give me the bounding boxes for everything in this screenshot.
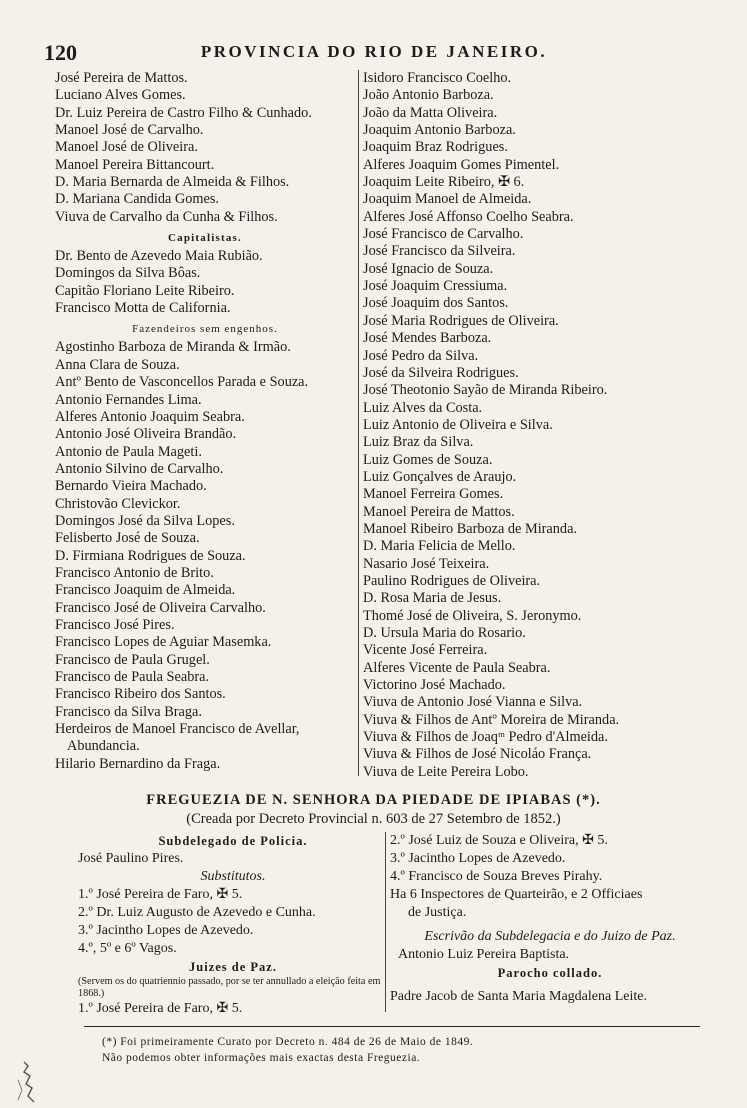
- footnote-line: (*) Foi primeiramente Curato por Decreto n. 484 de 26 de Maio de 1849.: [102, 1036, 474, 1048]
- name-entry: D. Maria Bernarda de Almeida & Filhos.: [55, 174, 290, 191]
- running-title: PROVINCIA DO RIO DE JANEIRO.: [200, 42, 548, 61]
- name-entry: Domingos José da Silva Lopes.: [55, 512, 235, 529]
- name-entry: Joaquim Leite Ribeiro, ✠ 6.: [363, 174, 525, 191]
- juizes-heading: Juizes de Paz.: [189, 960, 277, 974]
- footnote-rule: [84, 1026, 700, 1027]
- name-entry: Luiz Braz da Silva.: [363, 434, 474, 451]
- name-entry: Alferes Vicente de Paula Seabra.: [363, 659, 551, 676]
- name-entry: José Theotonio Sayão de Miranda Ribeiro.: [363, 382, 608, 399]
- escrivao-name: Antonio Luiz Pereira Baptista.: [398, 947, 570, 962]
- name-entry: Francisco Ribeiro dos Santos.: [55, 686, 226, 703]
- name-entry: Viuva de Leite Pereira Lobo.: [363, 763, 529, 780]
- substituto-item: 1.º José Pereira de Faro, ✠ 5.: [78, 887, 243, 902]
- name-entry: Francisco Joaquim de Almeida.: [55, 582, 236, 599]
- name-entry: José Joaquim dos Santos.: [363, 295, 509, 312]
- juizes-note: (Servem os do quatriennio passado, por se ter annullado a eleição feita em 1868.): [78, 976, 381, 999]
- name-entry: Francisco da Silva Braga.: [55, 703, 202, 720]
- page-header: [44, 40, 704, 68]
- name-entry: Francisco Antonio de Brito.: [55, 564, 214, 581]
- name-entry: Viuva de Carvalho da Cunha & Filhos.: [55, 208, 278, 225]
- name-entry: Francisco Motta de California.: [55, 300, 231, 317]
- name-entry: José Maria Rodrigues de Oliveira.: [363, 312, 559, 329]
- name-entry: Antonio de Paula Mageti.: [55, 443, 202, 460]
- inspectores-line: Ha 6 Inspectores de Quarteirão, e 2 Officiaes: [390, 887, 643, 902]
- substituto-item: 3.º Jacintho Lopes de Azevedo.: [78, 923, 254, 938]
- name-entry: Antº Bento de Vasconcellos Parada e Souza.: [55, 374, 309, 391]
- name-entry: Nasario José Teixeira.: [363, 555, 490, 572]
- name-entry: Francisco José de Oliveira Carvalho.: [55, 599, 266, 616]
- name-entry: Alferes Joaquim Gomes Pimentel.: [363, 156, 560, 173]
- name-entry: Hilario Bernardino da Fraga.: [55, 755, 221, 772]
- name-entry: Isidoro Francisco Coelho.: [363, 70, 512, 86]
- name-entry: José Pedro da Silva.: [363, 347, 479, 364]
- inspectores-line-2: de Justiça.: [408, 905, 467, 920]
- section-title: FREGUEZIA DE N. SENHORA DA PIEDADE DE IPIABAS (*).: [146, 792, 601, 808]
- name-entry: Manoel Ribeiro Barboza de Miranda.: [363, 520, 577, 537]
- name-entry: Francisco José Pires.: [55, 616, 175, 633]
- name-entry: Paulino Rodrigues de Oliveira.: [363, 572, 541, 589]
- name-entry: Joaquim Antonio Barboza.: [363, 122, 516, 139]
- name-entry: Manoel José de Oliveira.: [55, 139, 198, 156]
- name-entry: Viuva & Filhos de Antº Moreira de Miranda.: [363, 711, 620, 728]
- name-entry: Antonio José Oliveira Brandão.: [55, 426, 237, 443]
- category-heading: Fazendeiros sem engenhos.: [132, 323, 278, 336]
- name-entry: João da Matta Oliveira.: [363, 104, 498, 121]
- name-entry: Bernardo Vieira Machado.: [55, 478, 207, 495]
- name-entry: Abundancia.: [67, 738, 140, 755]
- name-entry: José Mendes Barboza.: [363, 330, 492, 347]
- footnote: [102, 1034, 702, 1066]
- name-entry: Domingos da Silva Bôas.: [55, 265, 201, 282]
- name-entry: José da Silveira Rodrigues.: [363, 364, 519, 381]
- page-number: 120: [44, 40, 77, 65]
- name-entry: Luiz Antonio de Oliveira e Silva.: [363, 416, 553, 433]
- name-entry: José Pereira de Mattos.: [55, 70, 188, 86]
- name-entry: Dr. Bento de Azevedo Maia Rubião.: [55, 248, 263, 265]
- name-entry: Luiz Alves da Costa.: [363, 399, 483, 416]
- name-entry: Agostinho Barboza de Miranda & Irmão.: [55, 339, 291, 356]
- name-entry: Francisco de Paula Seabra.: [55, 669, 210, 685]
- left-column: [55, 70, 355, 773]
- name-entry: Alferes Antonio Joaquim Seabra.: [55, 408, 245, 425]
- column-divider-lower: [385, 832, 386, 1012]
- name-entry: Felisberto José de Souza.: [55, 530, 200, 547]
- parocho-name: Padre Jacob de Santa Maria Magdalena Leite.: [390, 989, 647, 1004]
- library-stamp-mark: [10, 1060, 50, 1105]
- name-entry: Herdeiros de Manoel Francisco de Avellar,: [55, 721, 300, 738]
- name-entry: Joaquim Manoel de Almeida.: [363, 191, 532, 208]
- name-entry: Manoel José de Carvalho.: [55, 122, 204, 139]
- name-entry: Viuva & Filhos de Joaqᵐ Pedro d'Almeida.: [363, 729, 608, 746]
- lower-left-block: [78, 832, 388, 1018]
- lower-right-block: [390, 832, 710, 1006]
- name-entry: D. Maria Felicia de Mello.: [363, 538, 516, 555]
- name-entry: Vicente José Ferreira.: [363, 642, 488, 659]
- name-entry: Francisco Lopes de Aguiar Masemka.: [55, 634, 272, 651]
- name-entry: Capitão Floriano Leite Ribeiro.: [55, 282, 235, 299]
- substituto-item: 2.º Dr. Luiz Augusto de Azevedo e Cunha.: [78, 905, 316, 920]
- name-entry: D. Firmiana Rodrigues de Souza.: [55, 547, 246, 564]
- name-entry: José Ignacio de Souza.: [363, 260, 494, 277]
- name-entry: Luiz Gomes de Souza.: [363, 451, 493, 468]
- name-entry: Viuva & Filhos de José Nicoláo França.: [363, 746, 592, 763]
- name-entry: Francisco de Paula Grugel.: [55, 651, 210, 668]
- name-entry: João Antonio Barboza.: [363, 87, 494, 104]
- juiz-item: 3.º Jacintho Lopes de Azevedo.: [390, 851, 566, 866]
- name-entry: Antonio Fernandes Lima.: [55, 391, 202, 408]
- column-divider: [358, 70, 359, 776]
- name-entry: Thomé José de Oliveira, S. Jeronymo.: [363, 607, 582, 624]
- subdelegado-name: José Paulino Pires.: [78, 851, 184, 866]
- juiz-item: 1.º José Pereira de Faro, ✠ 5.: [78, 1001, 243, 1016]
- name-entry: Manoel Pereira de Mattos.: [363, 503, 515, 520]
- juiz-item: 2.º José Luiz de Souza e Oliveira, ✠ 5.: [390, 833, 608, 848]
- name-entry: Luiz Gonçalves de Araujo.: [363, 468, 517, 485]
- name-entry: Dr. Luiz Pereira de Castro Filho & Cunhado.: [55, 104, 312, 121]
- name-entry: D. Mariana Candida Gomes.: [55, 191, 219, 208]
- footnote-line: Não podemos obter informações mais exactas desta Freguezia.: [102, 1052, 421, 1064]
- substitutos-heading: Substitutos.: [200, 869, 266, 884]
- escrivao-heading: Escrivão da Subdelegacia e do Juizo de Paz.: [424, 929, 676, 944]
- name-entry: José Francisco de Carvalho.: [363, 226, 524, 243]
- name-entry: José Francisco da Silveira.: [363, 243, 516, 260]
- right-column: [363, 70, 693, 781]
- substituto-item: 4.º, 5º e 6º Vagos.: [78, 941, 177, 956]
- name-entry: Antonio Silvino de Carvalho.: [55, 460, 224, 477]
- name-entry: Manoel Ferreira Gomes.: [363, 486, 504, 503]
- subdelegado-heading: Subdelegado de Policia.: [158, 834, 308, 848]
- name-entry: Alferes José Affonso Coelho Seabra.: [363, 208, 574, 225]
- name-entry: José Joaquim Cressiuma.: [363, 278, 508, 295]
- parocho-heading: Parocho collado.: [497, 966, 603, 980]
- name-entry: D. Ursula Maria do Rosario.: [363, 625, 526, 641]
- name-entry: Manoel Pereira Bittancourt.: [55, 156, 215, 173]
- name-entry: Anna Clara de Souza.: [55, 356, 180, 373]
- category-heading: Capitalistas.: [168, 232, 242, 245]
- section-subtitle: (Creada por Decreto Provincial n. 603 de 27 Setembro de 1852.): [186, 811, 561, 827]
- name-entry: Luciano Alves Gomes.: [55, 87, 186, 104]
- name-entry: D. Rosa Maria de Jesus.: [363, 590, 502, 607]
- name-entry: Joaquim Braz Rodrigues.: [363, 139, 508, 156]
- name-entry: Victorino José Machado.: [363, 677, 506, 694]
- juiz-item: 4.º Francisco de Souza Breves Pirahy.: [390, 869, 603, 884]
- name-entry: Christovão Clevickor.: [55, 495, 181, 512]
- name-entry: Viuva de Antonio José Vianna e Silva.: [363, 694, 583, 711]
